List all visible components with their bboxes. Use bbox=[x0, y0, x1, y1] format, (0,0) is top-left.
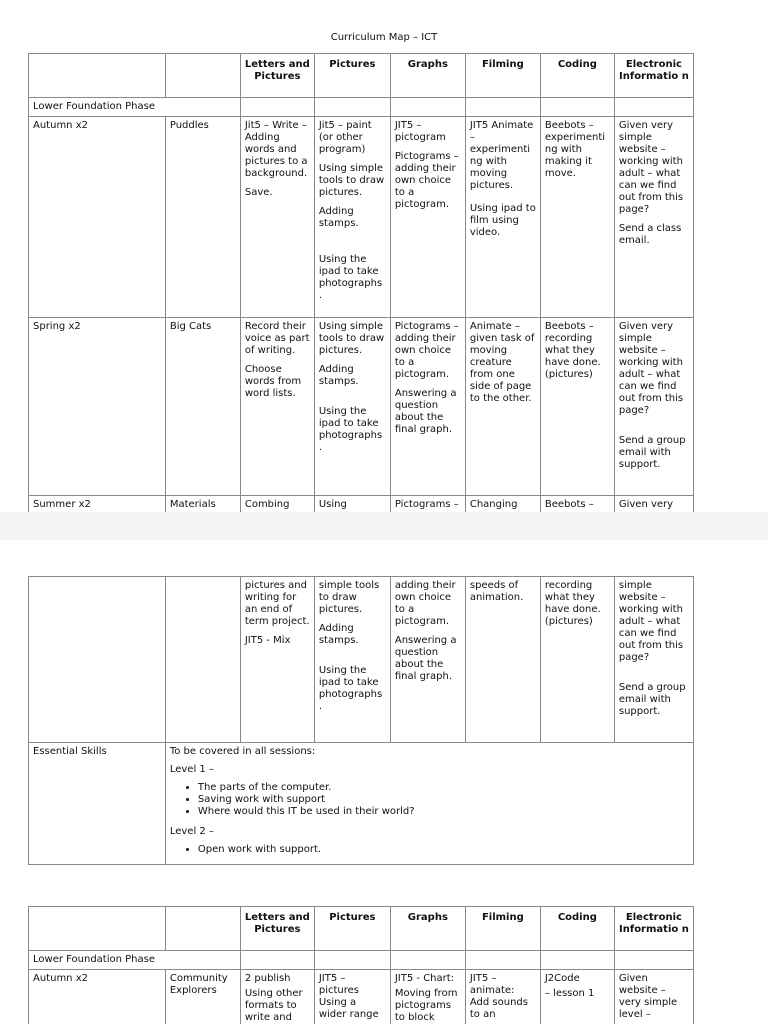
table-row bbox=[29, 318, 694, 496]
phase-label: Lower Foundation Phase bbox=[29, 98, 241, 117]
table-row bbox=[29, 496, 694, 513]
topic-label: Big Cats bbox=[165, 318, 240, 496]
cell-pictures: Using simple tools to draw pictures. Adding stamps. Using the ipad to take photographs . bbox=[314, 318, 390, 496]
essential-skills-label: Essential Skills bbox=[29, 743, 166, 865]
header-pictures: Pictures bbox=[314, 54, 390, 98]
cell-letters-pictures: 2 publish Using other formats to write and bbox=[240, 970, 314, 1024]
table-row bbox=[29, 577, 694, 743]
curriculum-table-1 bbox=[28, 53, 694, 512]
phase-row bbox=[29, 951, 694, 970]
cell-filming: JIT5 Animate – experimenti ng with moving pictures. Using ipad to film using video. bbox=[465, 117, 540, 318]
list-item: • Saving work with support bbox=[198, 794, 689, 806]
header-letters-pictures: Letters and Pictures bbox=[240, 907, 314, 951]
header-filming: Filming bbox=[465, 54, 540, 98]
cell-coding: Beebots – recording what they have done. (pictures) bbox=[540, 318, 614, 496]
cell-electronic-information: simple website – working with adult – what can we find out from this page? Send a group email with support. bbox=[614, 577, 693, 743]
header-row bbox=[29, 907, 694, 951]
list-item: • The parts of the computer. bbox=[198, 782, 689, 794]
cell-pictures: Using bbox=[314, 496, 390, 513]
term-label: Spring x2 bbox=[29, 318, 166, 496]
cell-pictures: simple tools to draw pictures. Adding stamps. Using the ipad to take photographs . bbox=[314, 577, 390, 743]
header-letters-pictures: Letters and Pictures bbox=[240, 54, 314, 98]
essential-skills-row bbox=[29, 743, 694, 865]
cell-pictures: Jit5 – paint (or other program) Using simple tools to draw pictures. Adding stamps. Using the ipad to take photographs . bbox=[314, 117, 390, 318]
header-row bbox=[29, 54, 694, 98]
phase-label: Lower Foundation Phase bbox=[29, 951, 241, 970]
topic-label: Community Explorers bbox=[165, 970, 240, 1024]
cell-letters-pictures: Record their voice as part of writing. Choose words from word lists. bbox=[240, 318, 314, 496]
document-title: Curriculum Map – ICT bbox=[330, 32, 438, 43]
header-blank-2 bbox=[165, 54, 240, 98]
header-graphs: Graphs bbox=[390, 907, 465, 951]
level-1-list bbox=[170, 782, 689, 818]
topic-label: Puddles bbox=[165, 117, 240, 318]
term-label: Autumn x2 bbox=[29, 970, 166, 1024]
cell-coding: Beebots – bbox=[540, 496, 614, 513]
level-2-label: Level 2 – bbox=[169, 826, 214, 837]
cell-graphs: JIT5 - Chart: Moving from pictograms to block bbox=[390, 970, 465, 1024]
header-coding: Coding bbox=[540, 54, 614, 98]
cell-letters-pictures: pictures and writing for an end of term project. JIT5 - Mix bbox=[240, 577, 314, 743]
cell-electronic-information: Given very simple website – working with adult – what can we find out from this page? Send a group email with support. bbox=[614, 318, 693, 496]
table-row bbox=[29, 970, 694, 1024]
cell-pictures: JIT5 – pictures Using a wider range bbox=[314, 970, 390, 1024]
cell-graphs: Pictograms – adding their own choice to a pictogram. Answering a question about the final graph. bbox=[390, 318, 465, 496]
header-graphs: Graphs bbox=[390, 54, 465, 98]
level-2-list bbox=[170, 844, 689, 856]
cell-letters-pictures: Combing bbox=[240, 496, 314, 513]
cell-graphs: JIT5 – pictogram Pictograms – adding their own choice to a pictogram. bbox=[390, 117, 465, 318]
cell-graphs: adding their own choice to a pictogram. Answering a question about the final graph. bbox=[390, 577, 465, 743]
cell-coding: J2Code – lesson 1 bbox=[540, 970, 614, 1024]
table-row bbox=[29, 117, 694, 318]
cell-filming: Animate – given task of moving creature from one side of page to the other. bbox=[465, 318, 540, 496]
cell-electronic-information: Given website – very simple level – bbox=[614, 970, 693, 1024]
cell-filming: Changing bbox=[465, 496, 540, 513]
cell-coding: Beebots – experimenti ng with making it move. bbox=[540, 117, 614, 318]
header-pictures: Pictures bbox=[314, 907, 390, 951]
list-item: • Where would this IT be used in their world? bbox=[198, 806, 689, 818]
header-electronic-information: Electronic Informatio n bbox=[614, 54, 693, 98]
term-label: Summer x2 bbox=[29, 496, 166, 513]
phase-row bbox=[29, 98, 694, 117]
cell-electronic-information: Given very simple website – working with adult – what can we find out from this page? Send a class email. bbox=[614, 117, 693, 318]
header-blank-1 bbox=[29, 54, 166, 98]
cell-coding: recording what they have done. (pictures) bbox=[540, 577, 614, 743]
header-blank-2 bbox=[165, 907, 240, 951]
skills-intro: To be covered in all sessions: bbox=[169, 746, 316, 757]
term-label: Autumn x2 bbox=[29, 117, 166, 318]
header-filming: Filming bbox=[465, 907, 540, 951]
header-blank-1 bbox=[29, 907, 166, 951]
essential-skills-content bbox=[165, 743, 693, 865]
header-coding: Coding bbox=[540, 907, 614, 951]
curriculum-table-2 bbox=[28, 576, 694, 865]
topic-label: Materials bbox=[165, 496, 240, 513]
page-2 bbox=[0, 540, 768, 1024]
list-item: • Open work with support. bbox=[198, 844, 689, 856]
cell-filming: JIT5 – animate: Add sounds to an bbox=[465, 970, 540, 1024]
cell-electronic-information: Given very bbox=[614, 496, 693, 513]
cell-filming: speeds of animation. bbox=[465, 577, 540, 743]
header-electronic-information: Electronic Informatio n bbox=[614, 907, 693, 951]
level-1-label: Level 1 – bbox=[169, 764, 214, 775]
cell-graphs: Pictograms – bbox=[390, 496, 465, 513]
cell-letters-pictures: Jit5 – Write – Adding words and pictures to a background. Save. bbox=[240, 117, 314, 318]
curriculum-table-3 bbox=[28, 906, 694, 1024]
